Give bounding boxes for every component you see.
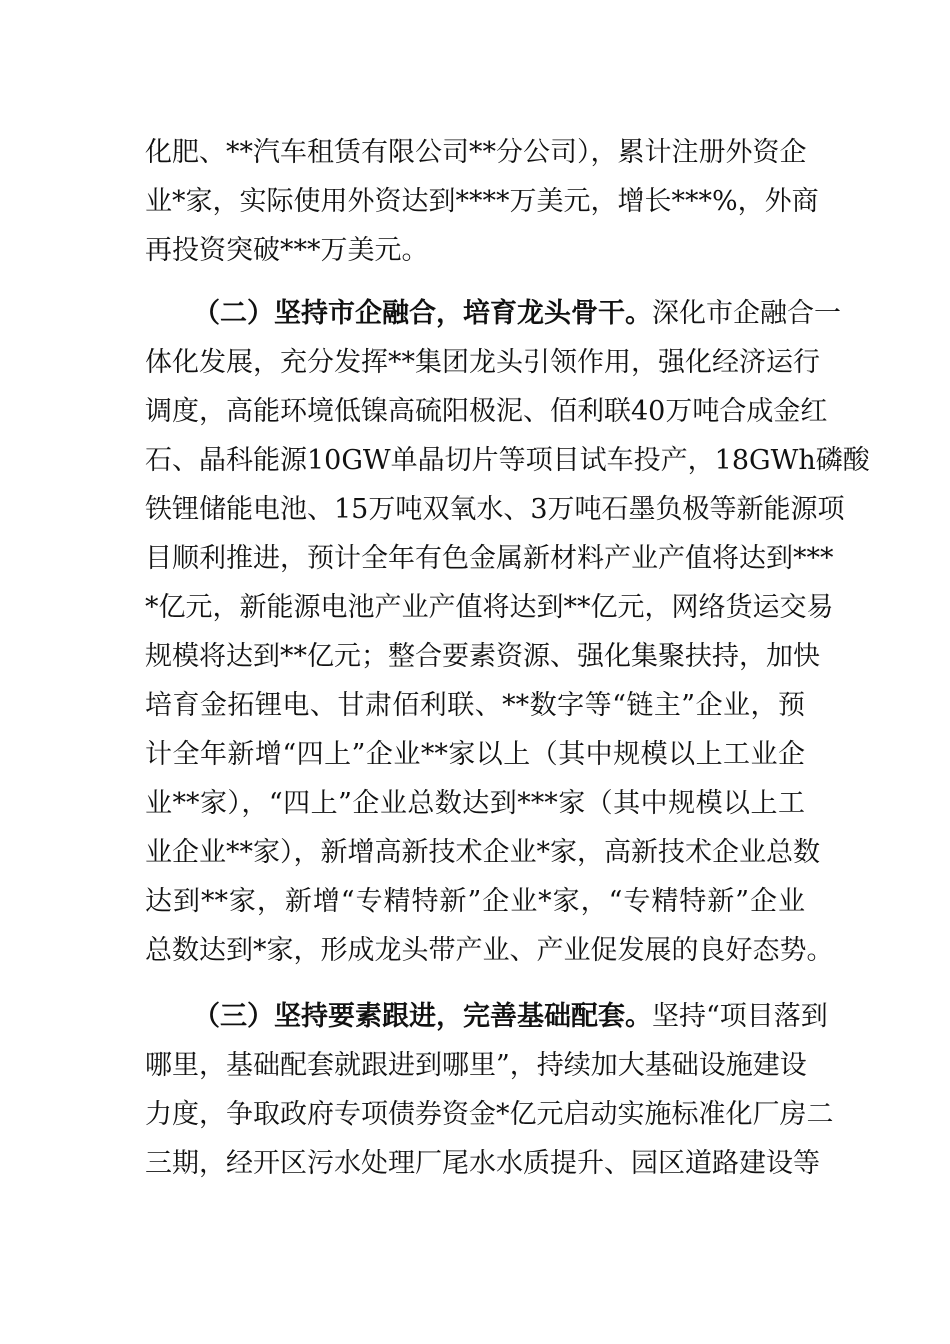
text-line: 化肥、**汽车租赁有限公司**分公司），累计注册外资企: [145, 137, 807, 168]
paragraph-heading-line: [193, 289, 841, 339]
text-line: 总数达到*家，形成龙头带产业、产业促发展的良好态势。: [145, 935, 834, 966]
text-line: 规模将达到**亿元；整合要素资源、强化集聚扶持，加快: [145, 641, 820, 672]
text-line: 业**家），“四上”企业总数达到***家（其中规模以上工: [145, 788, 805, 819]
text-line: 石、晶科能源10GW单晶切片等项目试车投产，18GWh磷酸: [145, 445, 870, 476]
text-line: 体化发展，充分发挥**集团龙头引领作用，强化经济运行: [145, 347, 820, 378]
text-line: *亿元，新能源电池产业产值将达到**亿元，网络货运交易: [145, 592, 834, 623]
text-line: 力度，争取政府专项债券资金*亿元启动实施标准化厂房二: [145, 1099, 834, 1130]
text-span: 深化市企融合一: [652, 298, 841, 329]
text-line: 三期，经开区污水处理厂尾水水质提升、园区道路建设等: [145, 1148, 820, 1179]
text-line: 目顺利推进，预计全年有色金属新材料产业产值将达到***: [145, 543, 834, 574]
text-line: 计全年新增“四上”企业**家以上（其中规模以上工业企: [145, 739, 805, 770]
text-line: 铁锂储能电池、15万吨双氧水、3万吨石墨负极等新能源项: [145, 494, 845, 525]
text-line: 再投资突破***万美元。: [145, 235, 429, 266]
section-heading: （三）坚持要素跟进，完善基础配套。: [193, 1001, 652, 1032]
paragraph-heading-line: [193, 992, 828, 1042]
text-line: 达到**家，新增“专精特新”企业*家，“专精特新”企业: [145, 886, 805, 917]
text-line: 调度，高能环境低镍高硫阳极泥、佰利联40万吨合成金红: [145, 396, 828, 427]
text-span: 坚持“项目落到: [652, 1001, 828, 1032]
text-line: 培育金拓锂电、甘肃佰利联、**数字等“链主”企业，预: [145, 690, 805, 721]
section-heading: （二）坚持市企融合，培育龙头骨干。: [193, 298, 652, 329]
text-line: 哪里，基础配套就跟进到哪里”，持续加大基础设施建设: [145, 1050, 807, 1081]
text-line: 业企业**家），新增高新技术企业*家，高新技术企业总数: [145, 837, 820, 868]
text-line: 业*家，实际使用外资达到****万美元，增长***%，外商: [145, 186, 819, 217]
